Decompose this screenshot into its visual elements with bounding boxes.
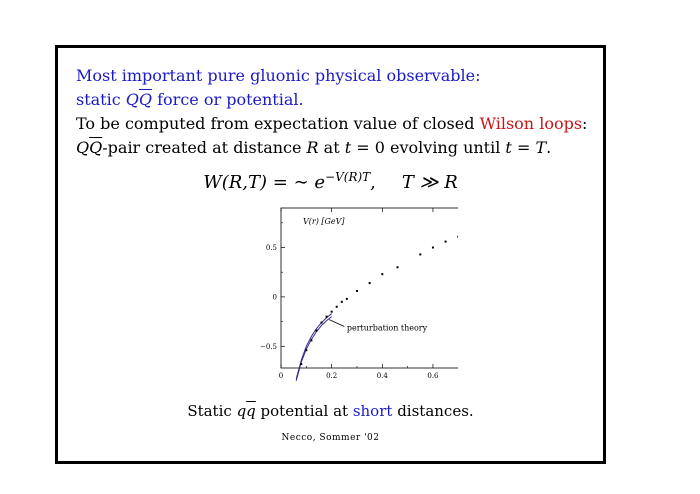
data-point	[445, 241, 447, 243]
potential-plot	[203, 203, 458, 391]
data-point	[432, 247, 434, 249]
formula-left: W(R,T) = ∼ e	[203, 172, 326, 193]
data-point	[300, 363, 302, 365]
formula-comma: ,	[370, 172, 376, 193]
formula-exponent: −V(R)T	[325, 170, 371, 184]
credit: Necco, Sommer '02	[281, 433, 380, 443]
line2-post: force or potential.	[152, 90, 304, 109]
caption-short-highlight: short	[352, 402, 393, 420]
caption-mid: potential at	[255, 402, 353, 420]
data-point	[457, 236, 458, 238]
caption-post: distances.	[392, 402, 474, 420]
y-tick-label: 0.5	[265, 244, 277, 253]
data-point	[326, 316, 328, 318]
data-point	[381, 273, 383, 275]
slide	[55, 45, 606, 464]
caption	[58, 402, 603, 420]
line2-qq-symbol: $Q\overline{Q}$	[125, 90, 153, 109]
caption-qq-symbol: $q\overline{q}$	[236, 402, 256, 420]
data-point	[341, 301, 343, 303]
data-point	[336, 306, 338, 308]
data-point	[397, 266, 399, 268]
formula-condition: T ≫ R	[401, 172, 458, 193]
data-point	[369, 282, 371, 284]
y-tick-label: −0.5	[260, 342, 277, 351]
data-point	[315, 329, 317, 331]
data-point	[321, 322, 323, 324]
line2-pre: static	[76, 90, 126, 109]
wilson-loop-formula	[58, 170, 603, 193]
slide-line-2	[76, 90, 304, 110]
data-point	[356, 290, 358, 292]
x-tick-label: 0.6	[427, 372, 439, 380]
data-point	[331, 311, 333, 313]
plot-tick-labels	[260, 244, 458, 380]
line3-post: :	[582, 114, 588, 133]
y-tick-label: 0	[272, 293, 277, 302]
x-tick-label: 0	[278, 372, 284, 380]
annotation-arrow	[329, 320, 344, 327]
slide-line-4: $Q\overline{Q}$-pair created at distance R at t = 0 evolving until t = T.	[76, 138, 552, 157]
perturbation-curves	[296, 314, 332, 381]
data-point	[305, 349, 307, 351]
wilson-loops-highlight: Wilson loops	[479, 114, 583, 133]
data-point	[310, 339, 312, 341]
x-tick-label: 0.4	[376, 372, 388, 380]
data-point	[419, 253, 421, 255]
data-point	[346, 298, 348, 300]
perturbation-theory-label: perturbation theory	[346, 323, 428, 333]
line3-pre: To be computed from expectation value of closed	[76, 114, 480, 133]
x-tick-label: 0.2	[326, 372, 338, 380]
caption-pre: Static	[187, 402, 237, 420]
slide-line-3	[76, 114, 587, 134]
y-axis-label: V(r) [GeV]	[303, 217, 345, 226]
slide-line-1: Most important pure gluonic physical observable:	[76, 66, 481, 85]
perturbation-curve-2	[296, 314, 332, 379]
data-points	[300, 221, 458, 365]
